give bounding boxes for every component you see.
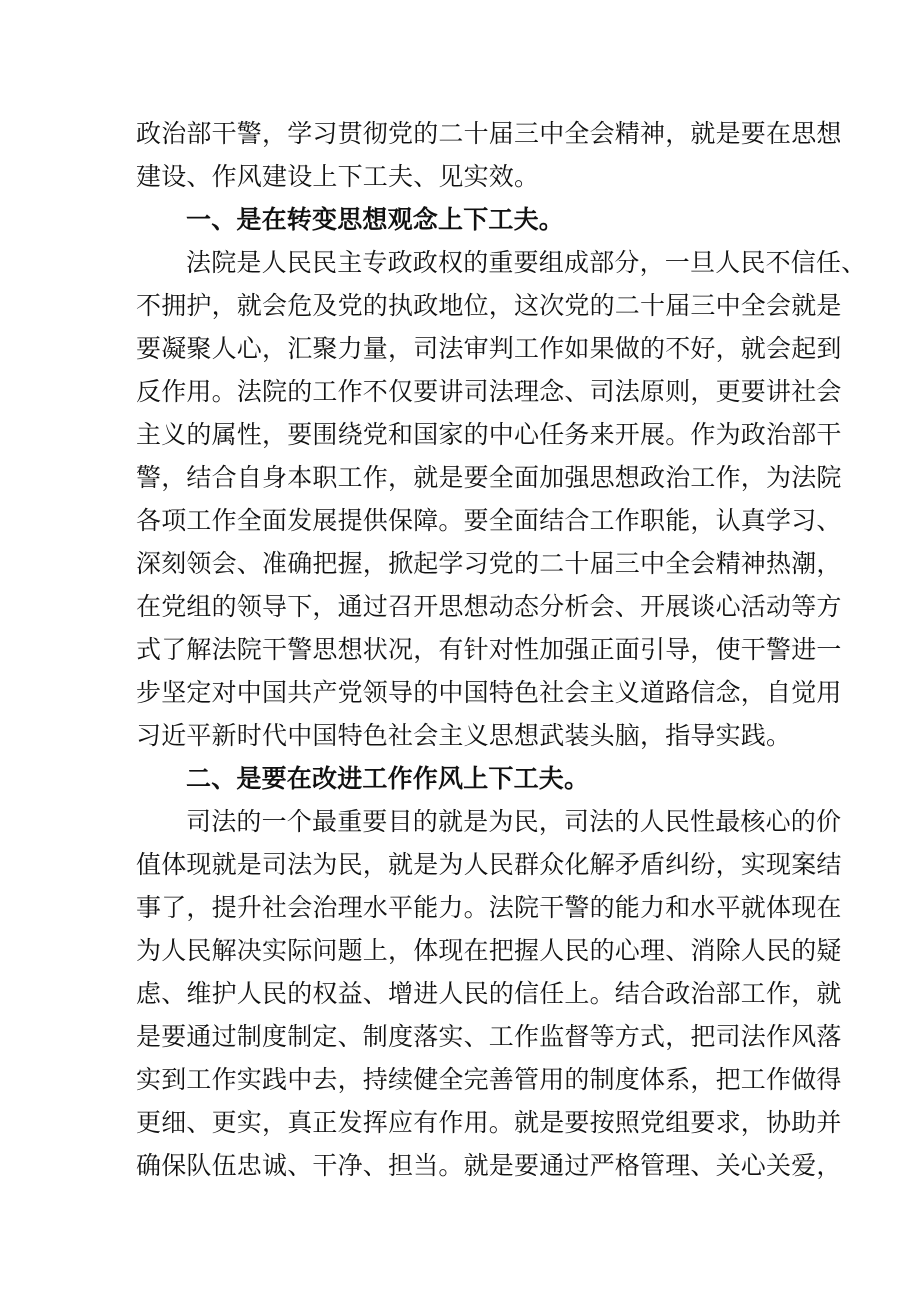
paragraph-line: 习近平新时代中国特色社会主义思想武装头脑，指导实践。: [136, 721, 792, 750]
paragraph-line: 司法的一个最重要目的就是为民，司法的人民性最核心的价: [186, 807, 842, 836]
paragraph-line: 实到工作实践中去，持续健全完善管用的制度体系，把工作做得: [136, 1065, 842, 1094]
paragraph-line: 虑、维护人民的权益、增进人民的信任上。结合政治部工作，就: [136, 979, 842, 1008]
paragraph-line: 深刻领会、准确把握，掀起学习党的二十届三中全会精神热潮，: [136, 549, 842, 578]
paragraph-line: 警，结合自身本职工作，就是要全面加强思想政治工作，为法院: [136, 463, 842, 492]
paragraph-line: 式了解法院干警思想状况，有针对性加强正面引导，使干警进一: [136, 635, 842, 664]
paragraph-line: 步坚定对中国共产党领导的中国特色社会主义道路信念，自觉用: [136, 678, 842, 707]
section-heading-1: 一、是在转变思想观念上下工夫。: [186, 205, 565, 234]
paragraph-line: 各项工作全面发展提供保障。要全面结合工作职能，认真学习、: [136, 506, 842, 535]
paragraph-line: 值体现就是司法为民，就是为人民群众化解矛盾纠纷，实现案结: [136, 850, 842, 879]
paragraph-line: 反作用。法院的工作不仅要讲司法理念、司法原则，更要讲社会: [136, 377, 842, 406]
paragraph-line: 确保队伍忠诚、干净、担当。就是要通过严格管理、关心关爱，: [136, 1151, 842, 1180]
paragraph-line: 法院是人民民主专政政权的重要组成部分，一旦人民不信任、: [186, 248, 867, 277]
paragraph-line: 政治部干警，学习贯彻党的二十届三中全会精神，就是要在思想: [136, 119, 842, 148]
paragraph-line: 在党组的领导下，通过召开思想动态分析会、开展谈心活动等方: [136, 592, 842, 621]
paragraph-line: 是要通过制度制定、制度落实、工作监督等方式，把司法作风落: [136, 1022, 842, 1051]
paragraph-line: 不拥护，就会危及党的执政地位，这次党的二十届三中全会就是: [136, 291, 842, 320]
paragraph-line: 更细、更实，真正发挥应有作用。就是要按照党组要求，协助并: [136, 1108, 842, 1137]
paragraph-line: 建设、作风建设上下工夫、见实效。: [136, 162, 540, 191]
section-heading-2: 二、是要在改进工作作风上下工夫。: [186, 764, 590, 793]
paragraph-line: 主义的属性，要围绕党和国家的中心任务来开展。作为政治部干: [136, 420, 842, 449]
paragraph-line: 为人民解决实际问题上，体现在把握人民的心理、消除人民的疑: [136, 936, 842, 965]
paragraph-line: 要凝聚人心，汇聚力量，司法审判工作如果做的不好，就会起到: [136, 334, 842, 363]
paragraph-line: 事了，提升社会治理水平能力。法院干警的能力和水平就体现在: [136, 893, 842, 922]
